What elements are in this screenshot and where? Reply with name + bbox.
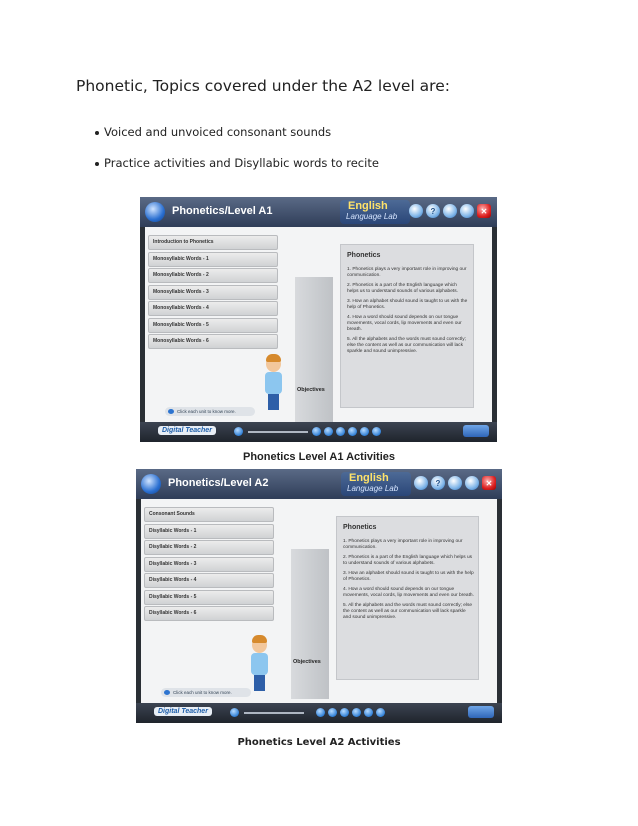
seek-track[interactable] (244, 712, 304, 714)
player-bar (140, 422, 497, 442)
settings-icon[interactable] (443, 204, 457, 218)
unit-list (144, 507, 274, 623)
app-title: Phonetics/Level A1 (172, 205, 273, 217)
card-points (347, 267, 469, 359)
next-button[interactable] (468, 706, 494, 718)
unit-item[interactable]: Disyllabic Words - 4 (144, 573, 274, 588)
play-icon[interactable] (316, 708, 325, 717)
help-hint: Click each unit to know more. (161, 688, 251, 697)
mascot-illustration (263, 356, 285, 412)
topic-item: Practice activities and Disyllabic words to recite (92, 156, 379, 187)
footer-logo: Digital Teacher (158, 426, 216, 435)
card-point: 1. Phonetics plays a very important role in improving our communication. (347, 267, 467, 278)
bullet-icon (95, 162, 99, 166)
unit-item[interactable]: Monosyllabic Words - 4 (148, 301, 278, 316)
objectives-panel (291, 549, 329, 699)
seek-track[interactable] (248, 431, 308, 433)
unit-item[interactable]: Disyllabic Words - 5 (144, 590, 274, 605)
mascot-illustration (249, 637, 271, 693)
brand-logo: English Language Lab (341, 472, 411, 496)
app-titlebar (140, 197, 497, 227)
objectives-stage (295, 227, 492, 422)
mouse-icon (168, 409, 174, 414)
titlebar-icons (409, 204, 491, 218)
record-icon[interactable] (360, 427, 369, 436)
settings-icon[interactable] (448, 476, 462, 490)
unit-item[interactable]: Disyllabic Words - 2 (144, 540, 274, 555)
phonetics-card (336, 516, 479, 680)
card-point: 5. All the alphabets and the words must sound correctly; else the content as well as our communication will lack sparkle and sound unimpressive. (343, 603, 473, 620)
card-point: 3. How an alphabet should sound is taught to us with the help of Phonetics. (343, 571, 474, 582)
mouse-icon (164, 690, 170, 695)
unit-item[interactable]: Disyllabic Words - 6 (144, 606, 274, 621)
home-icon[interactable] (414, 476, 428, 490)
globe-logo-icon (145, 202, 165, 222)
unit-list (148, 235, 278, 351)
volume-icon[interactable] (230, 708, 239, 717)
unit-item[interactable]: Disyllabic Words - 1 (144, 524, 274, 539)
record-icon[interactable] (364, 708, 373, 717)
screenshot-caption: Phonetics Level A2 Activities (237, 737, 401, 748)
app-title: Phonetics/Level A2 (168, 477, 269, 489)
app-content (141, 499, 497, 703)
unit-item[interactable]: Monosyllabic Words - 1 (148, 252, 278, 267)
close-icon[interactable]: ✕ (477, 204, 491, 218)
app-content (145, 227, 492, 422)
brand-logo: English Language Lab (340, 200, 410, 224)
objectives-label: Objectives (297, 387, 325, 393)
help-icon[interactable]: ? (426, 204, 440, 218)
unit-item[interactable]: Consonant Sounds (144, 507, 274, 522)
unit-item[interactable]: Monosyllabic Words - 3 (148, 285, 278, 300)
card-point: 3. How an alphabet should sound is taught to us with the help of Phonetics. (347, 299, 468, 310)
unit-item[interactable]: Monosyllabic Words - 2 (148, 268, 278, 283)
card-point: 4. How a word should sound depends on our tongue movements, vocal cords, lip movements and even our breath. (347, 315, 462, 332)
phonetics-card (340, 244, 474, 408)
card-point: 4. How a word should sound depends on our tongue movements, vocal cords, lip movements and even our breath. (343, 587, 474, 598)
play-icon[interactable] (312, 427, 321, 436)
screenshot-caption: Phonetics Level A1 Activities (242, 451, 396, 463)
help-hint: Click each unit to know more. (165, 407, 255, 416)
topic-list (92, 125, 379, 187)
forward-icon[interactable] (372, 427, 381, 436)
rewind-icon[interactable] (336, 427, 345, 436)
stop-icon[interactable] (348, 427, 357, 436)
help-icon[interactable]: ? (431, 476, 445, 490)
objectives-label: Objectives (293, 659, 321, 665)
pause-icon[interactable] (328, 708, 337, 717)
screenshot-level-a1 (140, 197, 497, 442)
objectives-panel (295, 277, 333, 427)
unit-item[interactable]: Disyllabic Words - 3 (144, 557, 274, 572)
rewind-icon[interactable] (340, 708, 349, 717)
pause-icon[interactable] (324, 427, 333, 436)
footer-logo: Digital Teacher (154, 707, 212, 716)
bullet-icon (95, 131, 99, 135)
card-point: 2. Phonetics is a part of the English language which helps us to understand sounds of various alphabets. (343, 555, 473, 566)
card-point: 2. Phonetics is a part of the English language which helps us to understand sounds of various alphabets. (347, 283, 458, 294)
card-title: Phonetics (343, 524, 377, 531)
titlebar-icons (414, 476, 496, 490)
player-bar (136, 703, 502, 723)
close-icon[interactable]: ✕ (482, 476, 496, 490)
refresh-icon[interactable] (460, 204, 474, 218)
refresh-icon[interactable] (465, 476, 479, 490)
card-points (343, 539, 474, 625)
page-heading: Phonetic, Topics covered under the A2 level are: (76, 77, 450, 95)
objectives-stage (291, 499, 497, 703)
unit-item[interactable]: Monosyllabic Words - 5 (148, 318, 278, 333)
home-icon[interactable] (409, 204, 423, 218)
stop-icon[interactable] (352, 708, 361, 717)
card-title: Phonetics (347, 252, 381, 259)
screenshot-level-a2 (136, 469, 502, 723)
app-titlebar (136, 469, 502, 499)
unit-item[interactable]: Introduction to Phonetics (148, 235, 278, 250)
forward-icon[interactable] (376, 708, 385, 717)
volume-icon[interactable] (234, 427, 243, 436)
topic-item: Voiced and unvoiced consonant sounds (92, 125, 379, 156)
next-button[interactable] (463, 425, 489, 437)
unit-item[interactable]: Monosyllabic Words - 6 (148, 334, 278, 349)
card-point: 5. All the alphabets and the words must sound correctly; else the content as well as our communication will lack sparkle and sound unimpressive. (347, 337, 466, 354)
card-point: 1. Phonetics plays a very important role in improving our communication. (343, 539, 463, 550)
globe-logo-icon (141, 474, 161, 494)
